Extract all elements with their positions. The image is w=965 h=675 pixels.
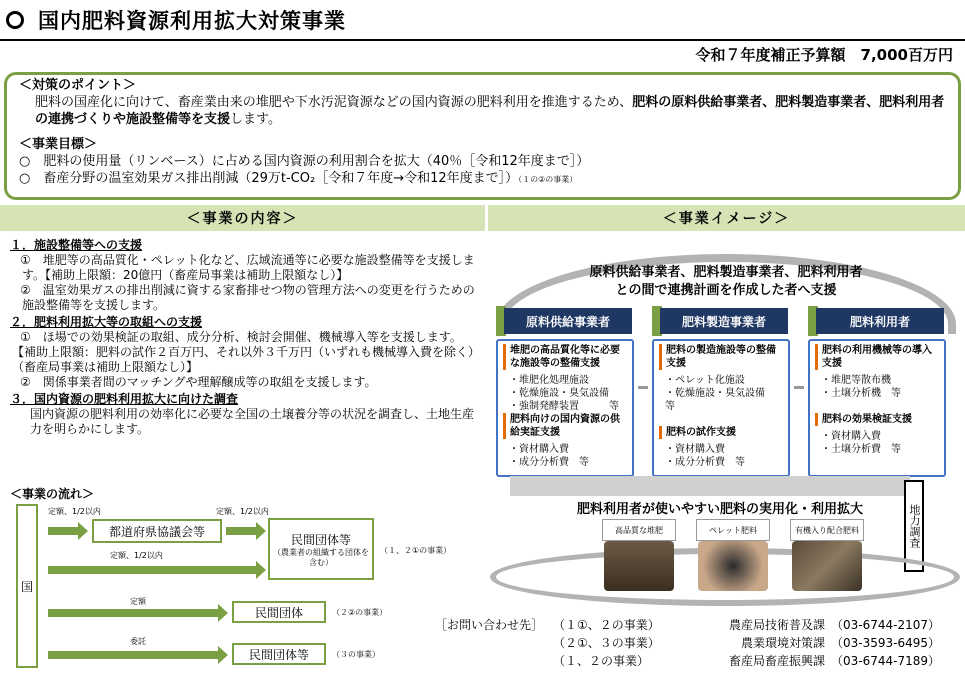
- role-head-1: 肥料製造事業者: [660, 308, 788, 334]
- role-box-0: 堆肥の高品質化等に必要な施設等の整備支援 ・堆肥化処理施設 ・乾燥施設・臭気設備 ・強制発酵装置 等 肥料向けの国内資源の供給実証支援 ・資材購入費 ・成分分析費 等: [496, 339, 634, 477]
- flow-box-minkan-2: 民間団体: [232, 601, 326, 623]
- content-column: [10, 236, 482, 437]
- role-head-0: 原料供給事業者: [504, 308, 632, 334]
- flow-box-minkan-3: 民間団体等: [232, 643, 326, 665]
- soil-survey-box: 地力調査: [904, 480, 924, 572]
- section-heading-image: ＜事業イメージ＞: [488, 205, 965, 231]
- sec1-item2: ② 温室効果ガスの排出削減に資する家畜排せつ物の管理方法への変更を行うための施設整備等を支援します。: [20, 283, 475, 312]
- implementation-text: 肥料利用者が使いやすい肥料の実用化・利用拡大: [576, 502, 863, 517]
- flow-label-2: 定額、1/2以内: [110, 551, 163, 560]
- flow-note-2: （２②の事業）: [332, 608, 388, 617]
- goal-heading: ＜事業目標＞: [19, 137, 98, 152]
- sec1-title: １．施設整備等への支援: [10, 238, 143, 252]
- flow-label-4: 委託: [130, 637, 146, 646]
- sec2-note: 【補助上限額：肥料の試作２百万円、それ以外３千万円（いずれも機械導入費を除く）（畜産局事業は補助上限額なし）】: [12, 345, 481, 374]
- circle-icon: [6, 11, 24, 29]
- points-heading: ＜対策のポイント＞: [19, 78, 137, 93]
- flow-note-3: （３の事業）: [332, 650, 380, 659]
- flow-label-3: 定額: [130, 597, 146, 606]
- section-heading-content: ＜事業の内容＞: [0, 205, 485, 231]
- flow-label-1a: 定額、1/2以内: [48, 507, 101, 516]
- downward-arrow-icon: [510, 476, 910, 496]
- flow-title: ＜事業の流れ＞: [10, 487, 95, 501]
- sec2-item2: ② 関係事業者間のマッチングや理解醸成等の取組を支援します。: [20, 375, 377, 389]
- sec3-text: 国内資源の肥料利用の効率化に必要な全国の土壌養分等の状況を調査し、土地生産力を明らかにします。: [30, 407, 475, 436]
- points-text: 肥料の国産化に向けて、畜産業由来の堆肥や下水汚泥資源などの国内資源の肥料利用を推進するため、肥料の原料供給事業者、肥料製造事業者、肥料利用者の連携づくりや施設整備等を支援します。: [35, 95, 945, 127]
- business-flow: [10, 500, 480, 675]
- blended-fertilizer-image: [792, 541, 862, 591]
- title-divider: [0, 39, 965, 41]
- budget-amount: 令和７年度補正予算額 7,000百万円: [695, 46, 953, 64]
- flow-arrow-icon: [48, 566, 256, 574]
- image-column: [490, 236, 962, 606]
- flow-arrow-icon: [226, 527, 256, 535]
- separator-icon: [638, 386, 648, 389]
- cooperation-text: 原料供給事業者、肥料製造事業者、肥料利用者 との間で連携計画を作成した者へ支援: [589, 265, 863, 298]
- pellet-image: [698, 541, 768, 591]
- sec3-title: ３．国内資源の肥料利用拡大に向けた調査: [10, 392, 239, 406]
- role-box-1: 肥料の製造施設等の整備支援 ・ペレット化施設 ・乾燥施設・臭気設備 等 肥料の試作支援 ・資材購入費 ・成分分析費 等: [652, 339, 790, 477]
- policy-points-box: [4, 72, 961, 200]
- role-box-2: 肥料の利用機械等の導入支援 ・堆肥等散布機 ・土壌分析機 等 肥料の効果検証支援 ・資材購入費 ・土壌分析費 等: [808, 339, 946, 477]
- contact-info: ［お問い合わせ先］ （１①、２の事業） 農産局技術普及課 （03-6744-2107） （２①、３の事業） 農業環境対策課 （03-3593-6495） （１、２の事業） 畜産局畜産振興課 （03-6744-7189）: [435, 618, 941, 668]
- separator-icon: [794, 386, 804, 389]
- pic-label-1: ペレット肥料: [696, 519, 770, 541]
- sec2-title: ２．肥料利用拡大等の取組への支援: [10, 315, 203, 329]
- title-bar: [6, 6, 961, 34]
- flow-koku-box: 国: [16, 504, 38, 668]
- sec1-item1: ① 堆肥等の高品質化・ペレット化など、広域流通等に必要な施設整備等を支援します。【補助上限額：20億円（畜産局事業は補助上限額なし）】: [20, 253, 475, 282]
- sec2-item1: ① ほ場での効果検証の取組、成分分析、検討会開催、機械導入等を支援します。: [20, 330, 462, 344]
- compost-image: [604, 541, 674, 591]
- goal-2: ○ 畜産分野の温室効果ガス排出削減（29万t-CO₂［令和７年度→令和12年度まで］）（１の②の事業）: [19, 171, 578, 186]
- flow-arrow-icon: [48, 651, 218, 659]
- contact-label: ［お問い合わせ先］: [435, 618, 544, 632]
- flow-arrow-icon: [48, 527, 78, 535]
- pic-label-0: 高品質な堆肥: [602, 519, 676, 541]
- role-head-2: 肥料利用者: [816, 308, 944, 334]
- flow-arrow-icon: [48, 609, 218, 617]
- flow-label-1b: 定額、1/2以内: [216, 507, 269, 516]
- pic-label-2: 有機入り配合肥料: [790, 519, 864, 541]
- goal-1: ○ 肥料の使用量（リンベース）に占める国内資源の利用割合を拡大（40％［令和12年度まで］）: [19, 154, 590, 169]
- flow-box-kyogikai: 都道府県協議会等: [92, 519, 222, 543]
- page-title: 国内肥料資源利用拡大対策事業: [38, 9, 346, 33]
- flow-note-1: （１、２①の事業）: [380, 546, 452, 555]
- flow-box-minkan-1: 民間団体等 （農業者の組織する団体を含む）: [268, 518, 374, 580]
